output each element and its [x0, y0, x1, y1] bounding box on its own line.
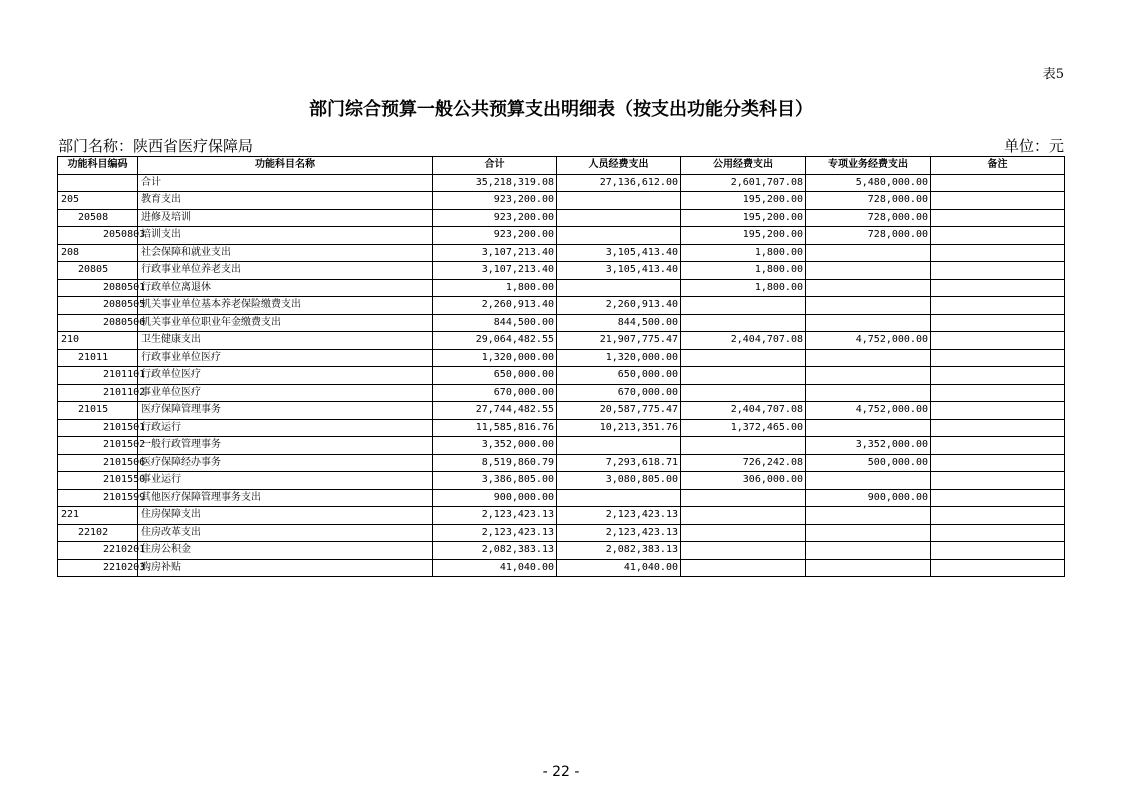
table-row [58, 262, 1065, 280]
table-row [58, 402, 1065, 420]
row-note-cell [931, 367, 1065, 385]
row-note-cell [931, 559, 1065, 577]
row-note-cell [931, 472, 1065, 490]
row-personnel-cell [557, 209, 681, 227]
row-name-cell: 住房公积金 [138, 542, 433, 560]
row-special-cell: 728,000.00 [806, 209, 931, 227]
row-personnel-cell: 2,123,423.13 [557, 507, 681, 525]
row-total-cell: 29,064,482.55 [433, 332, 557, 350]
row-public-cell [681, 297, 806, 315]
table-row [58, 332, 1065, 350]
row-special-cell: 728,000.00 [806, 192, 931, 210]
row-personnel-cell: 1,320,000.00 [557, 349, 681, 367]
row-total-cell: 650,000.00 [433, 367, 557, 385]
row-public-cell [681, 437, 806, 455]
column-header-total: 合计 [433, 157, 557, 175]
row-code-cell: 20508 [58, 209, 138, 227]
row-personnel-cell: 3,105,413.40 [557, 262, 681, 280]
table-row [58, 209, 1065, 227]
row-note-cell [931, 227, 1065, 245]
row-note-cell [931, 349, 1065, 367]
row-name-cell: 一般行政管理事务 [138, 437, 433, 455]
row-personnel-cell [557, 279, 681, 297]
row-public-cell: 1,372,465.00 [681, 419, 806, 437]
row-public-cell [681, 507, 806, 525]
row-public-cell [681, 524, 806, 542]
row-name-cell: 事业单位医疗 [138, 384, 433, 402]
row-public-cell [681, 314, 806, 332]
page-number: - 22 - [542, 764, 580, 780]
row-personnel-cell: 10,213,351.76 [557, 419, 681, 437]
row-name-cell: 行政事业单位医疗 [138, 349, 433, 367]
table-row [58, 419, 1065, 437]
row-special-cell [806, 472, 931, 490]
row-total-cell: 923,200.00 [433, 209, 557, 227]
row-total-cell: 3,386,805.00 [433, 472, 557, 490]
row-total-cell: 844,500.00 [433, 314, 557, 332]
row-public-cell [681, 542, 806, 560]
row-total-cell: 2,082,383.13 [433, 542, 557, 560]
row-total-cell: 3,107,213.40 [433, 244, 557, 262]
row-total-cell: 2,123,423.13 [433, 507, 557, 525]
row-total-cell: 3,107,213.40 [433, 262, 557, 280]
row-special-cell [806, 297, 931, 315]
table-row [58, 507, 1065, 525]
row-name-cell: 其他医疗保障管理事务支出 [138, 489, 433, 507]
row-name-cell: 行政运行 [138, 419, 433, 437]
row-code-cell: 2101101 [58, 367, 138, 385]
row-special-cell [806, 367, 931, 385]
column-header-public: 公用经费支出 [681, 157, 806, 175]
row-note-cell [931, 542, 1065, 560]
table-row [58, 192, 1065, 210]
row-personnel-cell: 27,136,612.00 [557, 174, 681, 192]
row-code-cell: 2101599 [58, 489, 138, 507]
row-personnel-cell: 844,500.00 [557, 314, 681, 332]
row-code-cell: 2101502 [58, 437, 138, 455]
row-note-cell [931, 332, 1065, 350]
row-total-cell: 670,000.00 [433, 384, 557, 402]
table-row [58, 559, 1065, 577]
department-name: 部门名称：陕西省医疗保障局 [58, 137, 254, 155]
row-personnel-cell [557, 489, 681, 507]
row-name-cell: 卫生健康支出 [138, 332, 433, 350]
row-total-cell: 2,123,423.13 [433, 524, 557, 542]
row-personnel-cell: 41,040.00 [557, 559, 681, 577]
row-code-cell: 221 [58, 507, 138, 525]
row-code-cell: 2080501 [58, 279, 138, 297]
table-row [58, 472, 1065, 490]
row-total-cell: 2,260,913.40 [433, 297, 557, 315]
table-row [58, 227, 1065, 245]
table-row [58, 384, 1065, 402]
row-code-cell: 2101102 [58, 384, 138, 402]
row-public-cell: 195,200.00 [681, 192, 806, 210]
row-name-cell: 住房改革支出 [138, 524, 433, 542]
table-row [58, 542, 1065, 560]
row-public-cell: 1,800.00 [681, 262, 806, 280]
row-note-cell [931, 454, 1065, 472]
currency-unit: 单位：元 [1003, 137, 1064, 155]
column-header-code: 功能科目编码 [58, 157, 138, 175]
row-code-cell: 21015 [58, 402, 138, 420]
row-public-cell [681, 349, 806, 367]
table-row [58, 279, 1065, 297]
row-personnel-cell: 670,000.00 [557, 384, 681, 402]
row-total-cell: 1,800.00 [433, 279, 557, 297]
row-public-cell: 2,601,707.08 [681, 174, 806, 192]
row-special-cell: 5,480,000.00 [806, 174, 931, 192]
row-name-cell: 进修及培训 [138, 209, 433, 227]
row-personnel-cell [557, 192, 681, 210]
row-personnel-cell: 3,105,413.40 [557, 244, 681, 262]
table-row [58, 349, 1065, 367]
budget-table [57, 156, 1065, 577]
row-name-cell: 行政单位离退休 [138, 279, 433, 297]
row-note-cell [931, 209, 1065, 227]
row-code-cell: 2101550 [58, 472, 138, 490]
row-code-cell: 2101501 [58, 419, 138, 437]
row-code-cell: 2101506 [58, 454, 138, 472]
column-header-personnel: 人员经费支出 [557, 157, 681, 175]
row-note-cell [931, 244, 1065, 262]
row-code-cell: 205 [58, 192, 138, 210]
row-personnel-cell: 2,123,423.13 [557, 524, 681, 542]
row-special-cell [806, 262, 931, 280]
row-name-cell: 事业运行 [138, 472, 433, 490]
row-total-cell: 27,744,482.55 [433, 402, 557, 420]
row-personnel-cell [557, 227, 681, 245]
page-title: 部门综合预算一般公共预算支出明细表（按支出功能分类科目） [309, 99, 813, 120]
row-code-cell: 20805 [58, 262, 138, 280]
row-code-cell: 22102 [58, 524, 138, 542]
row-special-cell [806, 349, 931, 367]
row-total-cell: 900,000.00 [433, 489, 557, 507]
row-personnel-cell: 3,080,805.00 [557, 472, 681, 490]
row-total-cell: 1,320,000.00 [433, 349, 557, 367]
row-public-cell: 2,404,707.08 [681, 402, 806, 420]
row-special-cell: 728,000.00 [806, 227, 931, 245]
row-code-cell: 210 [58, 332, 138, 350]
table-row [58, 454, 1065, 472]
row-name-cell: 行政事业单位养老支出 [138, 262, 433, 280]
table-body [58, 174, 1065, 577]
row-name-cell: 社会保障和就业支出 [138, 244, 433, 262]
row-personnel-cell: 20,587,775.47 [557, 402, 681, 420]
row-special-cell [806, 314, 931, 332]
row-note-cell [931, 507, 1065, 525]
row-total-cell: 8,519,860.79 [433, 454, 557, 472]
row-note-cell [931, 262, 1065, 280]
row-name-cell: 合计 [138, 174, 433, 192]
row-total-cell: 11,585,816.76 [433, 419, 557, 437]
row-note-cell [931, 297, 1065, 315]
table-row [58, 489, 1065, 507]
row-personnel-cell [557, 437, 681, 455]
row-note-cell [931, 419, 1065, 437]
row-public-cell: 1,800.00 [681, 244, 806, 262]
row-special-cell [806, 507, 931, 525]
row-public-cell: 195,200.00 [681, 227, 806, 245]
row-special-cell: 900,000.00 [806, 489, 931, 507]
row-note-cell [931, 437, 1065, 455]
row-name-cell: 机关事业单位职业年金缴费支出 [138, 314, 433, 332]
row-code-cell: 2210201 [58, 542, 138, 560]
row-name-cell: 医疗保障经办事务 [138, 454, 433, 472]
column-header-special: 专项业务经费支出 [806, 157, 931, 175]
table-row [58, 244, 1065, 262]
row-special-cell [806, 244, 931, 262]
row-name-cell: 行政单位医疗 [138, 367, 433, 385]
row-note-cell [931, 524, 1065, 542]
row-code-cell: 2080506 [58, 314, 138, 332]
row-special-cell [806, 524, 931, 542]
row-code-cell: 2210203 [58, 559, 138, 577]
row-note-cell [931, 174, 1065, 192]
row-public-cell: 2,404,707.08 [681, 332, 806, 350]
row-public-cell [681, 489, 806, 507]
table-row [58, 297, 1065, 315]
row-special-cell [806, 542, 931, 560]
table-row [58, 524, 1065, 542]
row-personnel-cell: 2,260,913.40 [557, 297, 681, 315]
row-name-cell: 培训支出 [138, 227, 433, 245]
row-name-cell: 购房补贴 [138, 559, 433, 577]
row-total-cell: 41,040.00 [433, 559, 557, 577]
table-row [58, 314, 1065, 332]
row-total-cell: 923,200.00 [433, 192, 557, 210]
row-public-cell [681, 559, 806, 577]
row-code-cell: 2050803 [58, 227, 138, 245]
row-total-cell: 923,200.00 [433, 227, 557, 245]
row-special-cell [806, 384, 931, 402]
row-public-cell: 306,000.00 [681, 472, 806, 490]
row-public-cell: 726,242.08 [681, 454, 806, 472]
table-row [58, 174, 1065, 192]
row-public-cell [681, 384, 806, 402]
row-code-cell [58, 174, 138, 192]
table-row [58, 437, 1065, 455]
table-header-row [58, 157, 1065, 175]
table-row [58, 367, 1065, 385]
row-note-cell [931, 314, 1065, 332]
row-public-cell: 1,800.00 [681, 279, 806, 297]
row-special-cell: 3,352,000.00 [806, 437, 931, 455]
row-total-cell: 35,218,319.08 [433, 174, 557, 192]
row-special-cell [806, 559, 931, 577]
row-name-cell: 医疗保障管理事务 [138, 402, 433, 420]
row-personnel-cell: 650,000.00 [557, 367, 681, 385]
row-note-cell [931, 489, 1065, 507]
row-special-cell: 500,000.00 [806, 454, 931, 472]
row-name-cell: 教育支出 [138, 192, 433, 210]
row-special-cell [806, 279, 931, 297]
row-note-cell [931, 279, 1065, 297]
row-code-cell: 21011 [58, 349, 138, 367]
row-public-cell: 195,200.00 [681, 209, 806, 227]
row-note-cell [931, 384, 1065, 402]
row-name-cell: 住房保障支出 [138, 507, 433, 525]
row-code-cell: 208 [58, 244, 138, 262]
row-note-cell [931, 192, 1065, 210]
row-personnel-cell: 7,293,618.71 [557, 454, 681, 472]
column-header-note: 备注 [931, 157, 1065, 175]
row-personnel-cell: 2,082,383.13 [557, 542, 681, 560]
row-total-cell: 3,352,000.00 [433, 437, 557, 455]
row-personnel-cell: 21,907,775.47 [557, 332, 681, 350]
row-note-cell [931, 402, 1065, 420]
row-special-cell: 4,752,000.00 [806, 402, 931, 420]
row-code-cell: 2080505 [58, 297, 138, 315]
row-public-cell [681, 367, 806, 385]
row-special-cell [806, 419, 931, 437]
row-special-cell: 4,752,000.00 [806, 332, 931, 350]
table-number: 表5 [1042, 67, 1064, 82]
column-header-name: 功能科目名称 [138, 157, 433, 175]
row-name-cell: 机关事业单位基本养老保险缴费支出 [138, 297, 433, 315]
